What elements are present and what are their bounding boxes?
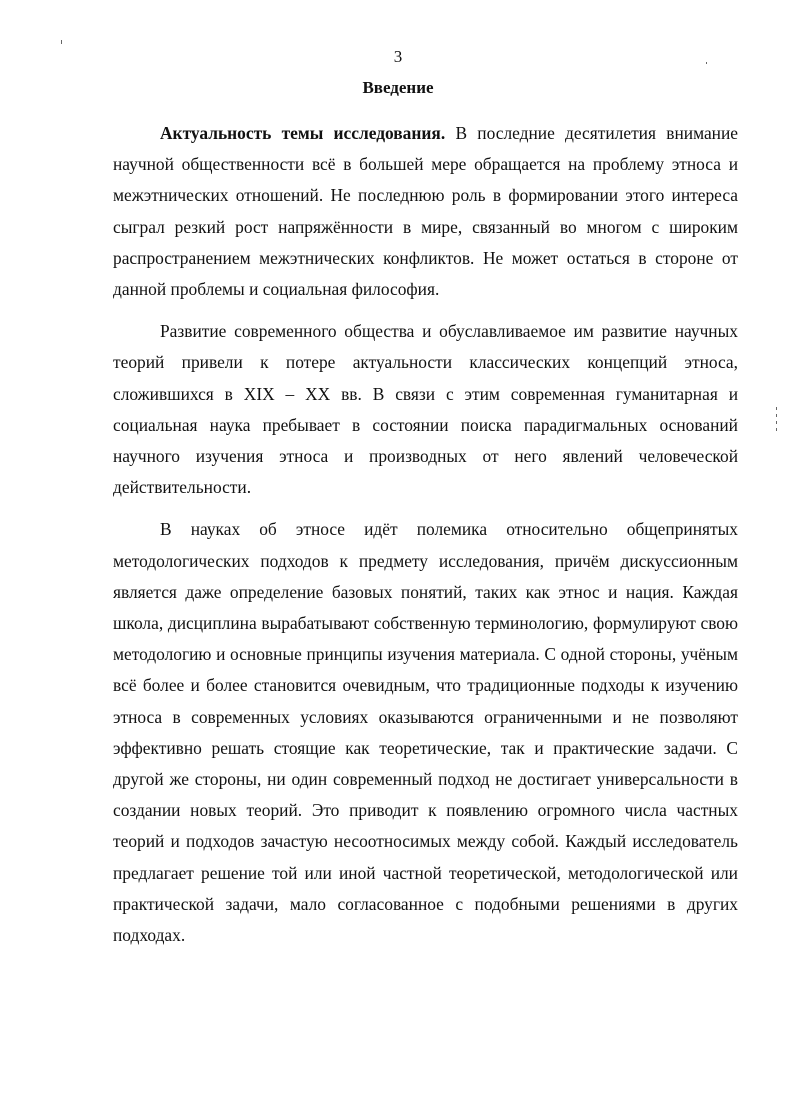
scan-speck [61, 40, 62, 44]
scan-speck [776, 414, 777, 417]
paragraph-text: В последние десятилетия внимание научной общественности всё в большей мере обращается на проблему этноса и межэтнических отношений. Не последнюю роль в формировании этого интереса сыграл резкий рост напряжённости в мире, связанный во многом с широким распространением межэтнических конфликтов. Не может остаться в стороне от данной проблемы и социальная философия. [113, 123, 739, 300]
scan-speck [776, 428, 777, 431]
paragraph-development [113, 316, 738, 503]
scan-speck [776, 407, 777, 410]
section-heading: Введение [362, 78, 434, 97]
paragraph-relevance [113, 118, 738, 305]
paragraph-polemic [113, 514, 738, 951]
paragraph-text: Развитие современного общества и обуславливаемое им развитие научных теорий привели к потере актуальности классических концепций этноса, сложившихся в XIX – XX вв. В связи с этим современная гуманитарная и социальная наука пребывает в состоянии поиска парадигмальных оснований научного изучения этноса и производных от него явлений человеческой действительности. [113, 321, 738, 498]
paragraph-text: В науках об этносе идёт полемика относительно общепринятых методологических подходов к предмету исследования, причём дискуссионным является даже определение базовых понятий, таких как этнос и нация. Каждая школа, дисциплина вырабатывают собственную терминологию, формулируют свою методологию и основные принципы изучения материала. С одной стороны, учёным всё более и более становится очевидным, что традиционные подходы к изучению этноса в современных условиях оказываются ограниченными и не позволяют эффективно решать стоящие как теоретические, так и практические задачи. С другой же стороны, ни один современный подход не достигает универсальности в создании новых теорий. Это приводит к появлению огромного числа частных теорий и подходов зачастую несоотносимых между собой. Каждый исследователь предлагает решение той или иной частной теоретической, методологической или практической задачи, мало согласованное с подобными решениями в других подходах. [113, 519, 738, 946]
page-number: 3 [393, 47, 403, 66]
scan-speck [776, 421, 777, 424]
paragraph-lead-bold: Актуальность темы исследования. [160, 123, 446, 143]
document-body [113, 118, 738, 962]
scan-speck [706, 62, 707, 64]
